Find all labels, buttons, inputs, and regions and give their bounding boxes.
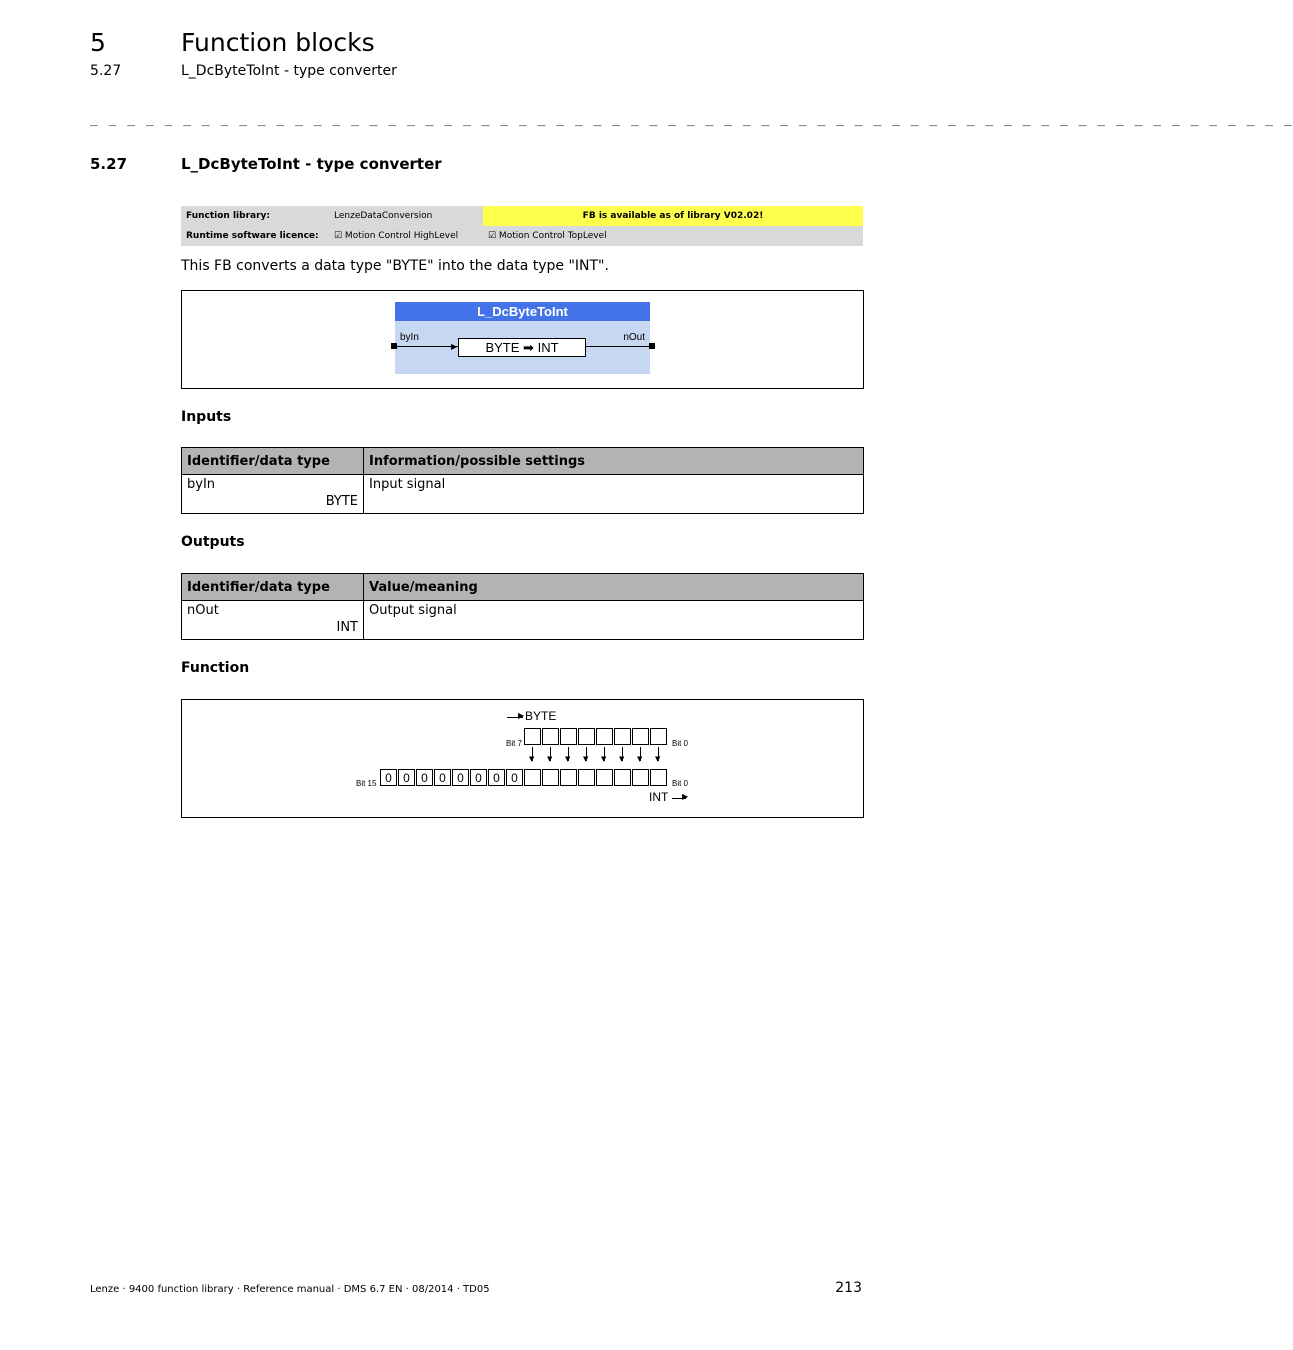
licence-label: Runtime software licence: (181, 226, 329, 246)
int-bit-cell: 0 (416, 769, 433, 786)
inputs-table (181, 447, 864, 514)
chapter-number: 5 (90, 28, 106, 57)
header-divider: _ _ _ _ _ _ _ _ _ _ _ _ _ _ _ _ _ _ _ _ _ _ _ _ _ _ _ _ _ _ _ _ _ _ _ _ _ _ _ _ _ _ _ _ _ _ _ _ _ _ _ _ _ _ _ _ _ _ _ _ _ _ _ _ _ (90, 112, 1293, 127)
int-bit-cell (632, 769, 649, 786)
int-label: INT (649, 790, 669, 804)
int-bit-cell: 0 (380, 769, 397, 786)
bit0-label-top: Bit 0 (672, 739, 689, 748)
table-row (182, 475, 864, 514)
int-bit-cell (614, 769, 631, 786)
page-number: 213 (835, 1280, 862, 1296)
library-label: Function library: (181, 206, 329, 226)
int-bit-cell (578, 769, 595, 786)
conversion-box (458, 338, 586, 357)
byte-bit-cell (524, 728, 541, 745)
byte-bit-cell (632, 728, 649, 745)
bit-arrowhead-icon: ▼ (547, 755, 553, 763)
section-number: 5.27 (90, 155, 128, 173)
inputs-col-identifier: Identifier/data type (182, 448, 364, 475)
output-name: nOut (187, 603, 219, 618)
conv-arrow-icon: ➡ (523, 340, 534, 355)
fb-output-port: nOut (623, 332, 645, 343)
outputs-table (181, 573, 864, 640)
output-type: INT (336, 620, 358, 635)
chapter-title: Function blocks (181, 28, 375, 57)
header-section-number: 5.27 (90, 63, 122, 79)
int-bit-cell (524, 769, 541, 786)
byte-bit-cell (614, 728, 631, 745)
int-bit-cell: 0 (506, 769, 523, 786)
outputs-heading: Outputs (181, 534, 245, 550)
byte-bit-cell (650, 728, 667, 745)
int-bit-cell: 0 (470, 769, 487, 786)
function-diagram-frame (181, 699, 864, 818)
inputs-heading: Inputs (181, 409, 232, 425)
input-name: byIn (187, 477, 216, 492)
int-bit-cell (596, 769, 613, 786)
byte-arrow-icon: ▶ (518, 711, 525, 720)
bit15-label: Bit 15 (356, 779, 377, 788)
byte-label: BYTE (525, 709, 557, 723)
input-arrowhead: ▶ (451, 342, 458, 351)
bit-arrowhead-icon: ▼ (637, 755, 643, 763)
input-info: Input signal (369, 477, 446, 492)
int-arrow-icon: ▶ (682, 792, 689, 801)
inputs-col-info: Information/possible settings (364, 448, 864, 475)
int-bit-cell: 0 (452, 769, 469, 786)
byte-bit-cell (578, 728, 595, 745)
input-wire (395, 346, 458, 347)
fb-diagram-frame (181, 290, 864, 389)
bit-arrowhead-icon: ▼ (619, 755, 625, 763)
input-pin (391, 343, 397, 349)
bit0-label-bottom: Bit 0 (672, 779, 689, 788)
conv-to: INT (537, 340, 559, 355)
byte-bit-cell (542, 728, 559, 745)
intro-text: This FB converts a data type "BYTE" into the data type "INT". (181, 258, 609, 274)
bit-arrowhead-icon: ▼ (601, 755, 607, 763)
licence-toplevel: ☑ Motion Control TopLevel (483, 226, 863, 246)
fb-block (395, 302, 650, 374)
bit-arrowhead-icon: ▼ (655, 755, 661, 763)
int-bit-cell (650, 769, 667, 786)
output-info: Output signal (369, 603, 457, 618)
fb-name: L_DcByteToInt (395, 302, 650, 321)
library-value: LenzeDataConversion (329, 206, 483, 226)
bit-arrowhead-icon: ▼ (583, 755, 589, 763)
input-type: BYTE (325, 494, 358, 509)
outputs-col-value: Value/meaning (364, 574, 864, 601)
table-row (182, 601, 864, 640)
byte-bit-cell (560, 728, 577, 745)
int-bit-cell (560, 769, 577, 786)
fb-input-port: byIn (400, 332, 419, 343)
outputs-col-identifier: Identifier/data type (182, 574, 364, 601)
licence-highlevel: ☑ Motion Control HighLevel (329, 226, 483, 246)
bit-arrowhead-icon: ▼ (529, 755, 535, 763)
output-pin (649, 343, 655, 349)
section-title: L_DcByteToInt - type converter (181, 155, 442, 173)
int-bit-cell: 0 (434, 769, 451, 786)
function-heading: Function (181, 660, 250, 676)
int-bit-cell: 0 (488, 769, 505, 786)
library-availability-note: FB is available as of library V02.02! (483, 206, 863, 226)
header-section-title: L_DcByteToInt - type converter (181, 63, 397, 79)
library-info-table (181, 206, 863, 246)
bit7-label: Bit 7 (506, 739, 523, 748)
output-wire (586, 346, 650, 347)
int-bit-cell: 0 (398, 769, 415, 786)
conv-from: BYTE (485, 340, 520, 355)
byte-bit-cell (596, 728, 613, 745)
footer-text: Lenze · 9400 function library · Reference manual · DMS 6.7 EN · 08/2014 · TD05 (90, 1284, 490, 1295)
bit-arrowhead-icon: ▼ (565, 755, 571, 763)
int-bit-cell (542, 769, 559, 786)
